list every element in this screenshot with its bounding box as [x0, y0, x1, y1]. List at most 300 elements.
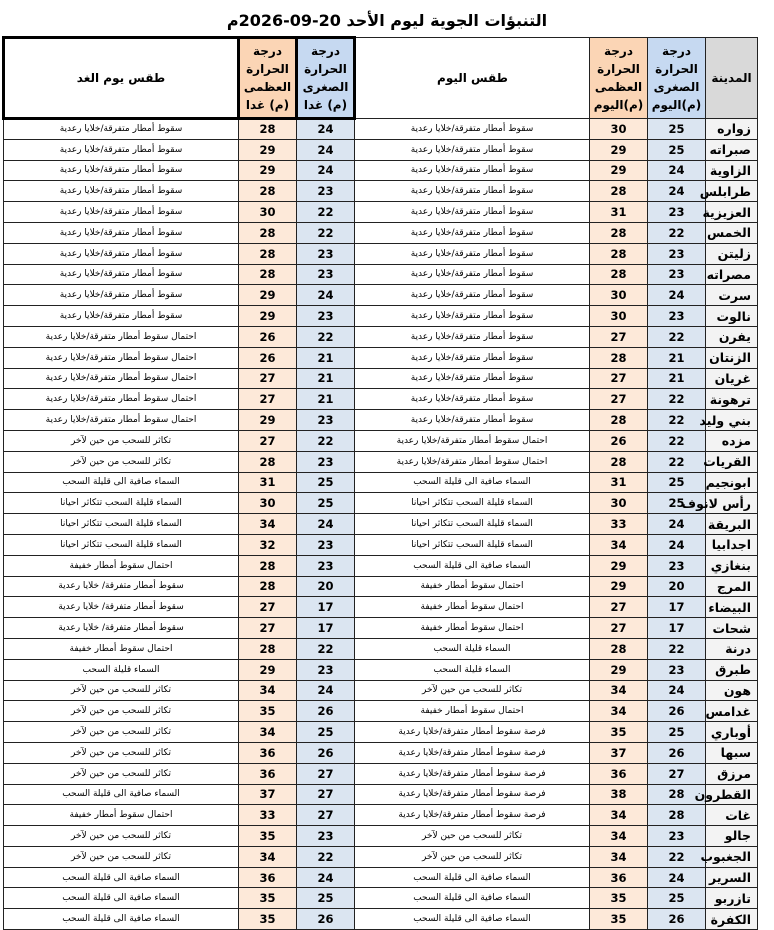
- cell-city: أوباري: [706, 722, 758, 743]
- cell-tomorrow-min: 17: [297, 618, 355, 639]
- cell-tomorrow-weather: السماء صافية الى قليلة السحب: [4, 888, 239, 909]
- cell-today-max: 29: [590, 555, 648, 576]
- cell-tomorrow-weather: تكاثر للسحب من حين لآخر: [4, 430, 239, 451]
- cell-tomorrow-min: 24: [297, 867, 355, 888]
- cell-today-min: 22: [648, 222, 706, 243]
- cell-city: مزده: [706, 430, 758, 451]
- cell-today-max: 26: [590, 430, 648, 451]
- table-row: [4, 826, 758, 847]
- cell-tomorrow-min: 24: [297, 139, 355, 160]
- cell-today-min: 25: [648, 722, 706, 743]
- cell-today-weather: السماء صافية الى قليلة السحب: [355, 555, 590, 576]
- cell-today-max: 27: [590, 368, 648, 389]
- cell-tomorrow-max: 30: [239, 202, 297, 223]
- cell-today-min: 22: [648, 638, 706, 659]
- cell-city: يفرن: [706, 326, 758, 347]
- cell-today-weather: السماء صافية الى قليلة السحب: [355, 888, 590, 909]
- cell-tomorrow-min: 22: [297, 326, 355, 347]
- cell-tomorrow-max: 28: [239, 264, 297, 285]
- cell-today-weather: السماء قليلة السحب: [355, 659, 590, 680]
- cell-city: زليتن: [706, 243, 758, 264]
- table-row: [4, 472, 758, 493]
- cell-today-weather: السماء صافية الى قليلة السحب: [355, 909, 590, 930]
- cell-tomorrow-max: 34: [239, 680, 297, 701]
- cell-tomorrow-weather: السماء صافية الى قليلة السحب: [4, 867, 239, 888]
- cell-tomorrow-weather: احتمال سقوط أمطار متفرقة/خلايا رعدية: [4, 326, 239, 347]
- cell-today-max: 34: [590, 701, 648, 722]
- cell-today-max: 34: [590, 680, 648, 701]
- cell-tomorrow-max: 36: [239, 742, 297, 763]
- cell-today-min: 23: [648, 555, 706, 576]
- cell-tomorrow-min: 25: [297, 493, 355, 514]
- table-row: [4, 410, 758, 431]
- cell-today-min: 20: [648, 576, 706, 597]
- cell-today-weather: فرصة سقوط أمطار متفرقة/خلايا رعدية: [355, 805, 590, 826]
- table-row: [4, 742, 758, 763]
- cell-today-min: 17: [648, 597, 706, 618]
- table-row: [4, 722, 758, 743]
- table-row: [4, 285, 758, 306]
- cell-tomorrow-max: 27: [239, 430, 297, 451]
- table-row: [4, 493, 758, 514]
- cell-today-min: 22: [648, 389, 706, 410]
- cell-tomorrow-max: 28: [239, 119, 297, 140]
- cell-today-max: 31: [590, 202, 648, 223]
- table-row: [4, 701, 758, 722]
- cell-tomorrow-max: 29: [239, 410, 297, 431]
- cell-tomorrow-max: 28: [239, 451, 297, 472]
- cell-tomorrow-weather: سقوط أمطار متفرقة/خلايا رعدية: [4, 160, 239, 181]
- cell-city: شحات: [706, 618, 758, 639]
- table-row: [4, 763, 758, 784]
- cell-city: سبها: [706, 742, 758, 763]
- cell-tomorrow-weather: سقوط أمطار متفرقة/خلايا رعدية: [4, 285, 239, 306]
- cell-city: زواره: [706, 119, 758, 140]
- cell-tomorrow-max: 28: [239, 181, 297, 202]
- cell-city: سرت: [706, 285, 758, 306]
- cell-today-weather: السماء صافية الى قليلة السحب: [355, 867, 590, 888]
- cell-tomorrow-min: 17: [297, 597, 355, 618]
- cell-city: بنغازي: [706, 555, 758, 576]
- cell-today-max: 35: [590, 909, 648, 930]
- cell-tomorrow-weather: احتمال سقوط أمطار متفرقة/خلايا رعدية: [4, 347, 239, 368]
- table-row: [4, 119, 758, 140]
- cell-tomorrow-max: 26: [239, 347, 297, 368]
- cell-tomorrow-weather: تكاثر للسحب من حين لآخر: [4, 742, 239, 763]
- cell-tomorrow-max: 27: [239, 597, 297, 618]
- cell-today-min: 25: [648, 139, 706, 160]
- cell-today-weather: احتمال سقوط أمطار خفيفة: [355, 597, 590, 618]
- cell-tomorrow-min: 21: [297, 347, 355, 368]
- cell-today-max: 30: [590, 285, 648, 306]
- cell-tomorrow-weather: احتمال سقوط أمطار خفيفة: [4, 638, 239, 659]
- cell-today-max: 36: [590, 867, 648, 888]
- cell-today-weather: تكاثر للسحب من حين لآخر: [355, 680, 590, 701]
- cell-city: الخمس: [706, 222, 758, 243]
- cell-city: الجغبوب: [706, 846, 758, 867]
- table-row: [4, 243, 758, 264]
- cell-tomorrow-max: 36: [239, 763, 297, 784]
- table-row: [4, 202, 758, 223]
- table-row: [4, 618, 758, 639]
- cell-today-min: 22: [648, 846, 706, 867]
- cell-city: درنة: [706, 638, 758, 659]
- cell-city: ابونجيم: [706, 472, 758, 493]
- cell-tomorrow-weather: السماء صافية الى قليلة السحب: [4, 784, 239, 805]
- cell-tomorrow-min: 27: [297, 763, 355, 784]
- cell-today-min: 28: [648, 784, 706, 805]
- table-row: [4, 555, 758, 576]
- cell-tomorrow-min: 21: [297, 389, 355, 410]
- cell-city: الكفرة: [706, 909, 758, 930]
- cell-today-weather: سقوط أمطار متفرقة/خلايا رعدية: [355, 306, 590, 327]
- cell-tomorrow-min: 24: [297, 160, 355, 181]
- cell-today-max: 28: [590, 410, 648, 431]
- table-row: [4, 576, 758, 597]
- table-row: [4, 680, 758, 701]
- table-row: [4, 867, 758, 888]
- table-row: [4, 181, 758, 202]
- cell-tomorrow-min: 23: [297, 264, 355, 285]
- cell-tomorrow-max: 27: [239, 618, 297, 639]
- cell-city: رأس لانوف: [706, 493, 758, 514]
- table-row: [4, 659, 758, 680]
- cell-today-max: 28: [590, 347, 648, 368]
- cell-today-max: 34: [590, 534, 648, 555]
- cell-tomorrow-weather: تكاثر للسحب من حين لآخر: [4, 763, 239, 784]
- cell-city: القريات: [706, 451, 758, 472]
- cell-tomorrow-weather: السماء قليلة السحب تتكاثر احيانا: [4, 493, 239, 514]
- cell-tomorrow-weather: السماء قليلة السحب تتكاثر احيانا: [4, 514, 239, 535]
- cell-tomorrow-weather: سقوط أمطار متفرقة/خلايا رعدية: [4, 181, 239, 202]
- cell-tomorrow-weather: سقوط أمطار متفرقة/خلايا رعدية: [4, 119, 239, 140]
- cell-today-max: 30: [590, 306, 648, 327]
- cell-today-weather: فرصة سقوط أمطار متفرقة/خلايا رعدية: [355, 722, 590, 743]
- cell-today-weather: سقوط أمطار متفرقة/خلايا رعدية: [355, 202, 590, 223]
- table-row: [4, 160, 758, 181]
- cell-today-min: 22: [648, 451, 706, 472]
- table-row: [4, 846, 758, 867]
- cell-today-weather: سقوط أمطار متفرقة/خلايا رعدية: [355, 285, 590, 306]
- cell-today-weather: سقوط أمطار متفرقة/خلايا رعدية: [355, 389, 590, 410]
- cell-today-min: 17: [648, 618, 706, 639]
- cell-tomorrow-max: 26: [239, 326, 297, 347]
- cell-today-max: 34: [590, 846, 648, 867]
- cell-tomorrow-weather: السماء صافية الى قليلة السحب: [4, 472, 239, 493]
- cell-tomorrow-max: 35: [239, 826, 297, 847]
- cell-tomorrow-min: 23: [297, 451, 355, 472]
- cell-today-weather: سقوط أمطار متفرقة/خلايا رعدية: [355, 347, 590, 368]
- cell-tomorrow-min: 24: [297, 514, 355, 535]
- cell-today-max: 30: [590, 493, 648, 514]
- cell-today-max: 28: [590, 243, 648, 264]
- cell-today-max: 38: [590, 784, 648, 805]
- forecast-rows: [4, 119, 758, 930]
- cell-tomorrow-min: 22: [297, 638, 355, 659]
- cell-tomorrow-min: 23: [297, 555, 355, 576]
- cell-today-weather: تكاثر للسحب من حين لآخر: [355, 846, 590, 867]
- cell-today-min: 27: [648, 763, 706, 784]
- cell-city: المرج: [706, 576, 758, 597]
- cell-today-weather: احتمال سقوط أمطار متفرقة/خلايا رعدية: [355, 430, 590, 451]
- table-row: [4, 784, 758, 805]
- cell-today-min: 24: [648, 867, 706, 888]
- cell-tomorrow-weather: سقوط أمطار متفرقة/ خلايا رعدية: [4, 618, 239, 639]
- cell-tomorrow-weather: سقوط أمطار متفرقة/ خلايا رعدية: [4, 576, 239, 597]
- cell-tomorrow-min: 23: [297, 659, 355, 680]
- cell-today-max: 33: [590, 514, 648, 535]
- cell-today-min: 26: [648, 909, 706, 930]
- cell-today-weather: سقوط أمطار متفرقة/خلايا رعدية: [355, 410, 590, 431]
- table-row: [4, 534, 758, 555]
- cell-today-weather: السماء قليلة السحب تتكاثر احيانا: [355, 514, 590, 535]
- cell-today-max: 29: [590, 139, 648, 160]
- cell-tomorrow-weather: سقوط أمطار متفرقة/خلايا رعدية: [4, 222, 239, 243]
- cell-tomorrow-max: 29: [239, 160, 297, 181]
- cell-tomorrow-weather: احتمال سقوط أمطار متفرقة/خلايا رعدية: [4, 389, 239, 410]
- cell-today-min: 25: [648, 888, 706, 909]
- cell-tomorrow-weather: السماء قليلة السحب: [4, 659, 239, 680]
- cell-tomorrow-min: 20: [297, 576, 355, 597]
- cell-today-weather: السماء قليلة السحب تتكاثر احيانا: [355, 493, 590, 514]
- cell-city: غدامس: [706, 701, 758, 722]
- cell-today-weather: السماء صافية الى قليلة السحب: [355, 472, 590, 493]
- cell-tomorrow-weather: احتمال سقوط أمطار متفرقة/خلايا رعدية: [4, 368, 239, 389]
- cell-tomorrow-max: 37: [239, 784, 297, 805]
- cell-today-min: 25: [648, 472, 706, 493]
- header-today-weather: طقس اليوم: [355, 38, 590, 119]
- cell-city: غريان: [706, 368, 758, 389]
- cell-today-weather: احتمال سقوط أمطار متفرقة/خلايا رعدية: [355, 451, 590, 472]
- cell-today-max: 27: [590, 389, 648, 410]
- table-row: [4, 306, 758, 327]
- cell-tomorrow-min: 23: [297, 410, 355, 431]
- header-city: المدينة: [706, 38, 758, 119]
- table-row: [4, 451, 758, 472]
- cell-today-max: 35: [590, 888, 648, 909]
- header-tomorrow-min: درجة الحرارة الصغرى (م) غدا: [297, 38, 355, 119]
- cell-tomorrow-max: 29: [239, 659, 297, 680]
- cell-city: هون: [706, 680, 758, 701]
- table-row: [4, 222, 758, 243]
- cell-today-max: 28: [590, 181, 648, 202]
- cell-tomorrow-max: 32: [239, 534, 297, 555]
- cell-tomorrow-min: 27: [297, 784, 355, 805]
- table-row: [4, 805, 758, 826]
- cell-city: مصراته: [706, 264, 758, 285]
- cell-tomorrow-max: 35: [239, 909, 297, 930]
- cell-tomorrow-weather: السماء صافية الى قليلة السحب: [4, 909, 239, 930]
- cell-today-min: 24: [648, 534, 706, 555]
- cell-tomorrow-weather: تكاثر للسحب من حين لآخر: [4, 680, 239, 701]
- cell-tomorrow-weather: احتمال سقوط أمطار خفيفة: [4, 805, 239, 826]
- cell-city: السرير: [706, 867, 758, 888]
- cell-today-min: 21: [648, 347, 706, 368]
- header-today-max: درجة الحرارة العظمى (م)اليوم: [590, 38, 648, 119]
- cell-today-max: 37: [590, 742, 648, 763]
- cell-tomorrow-max: 30: [239, 493, 297, 514]
- cell-tomorrow-max: 28: [239, 638, 297, 659]
- cell-today-min: 23: [648, 264, 706, 285]
- cell-tomorrow-weather: سقوط أمطار متفرقة/ خلايا رعدية: [4, 597, 239, 618]
- cell-city: القطرون: [706, 784, 758, 805]
- cell-today-max: 29: [590, 576, 648, 597]
- table-row: [4, 888, 758, 909]
- cell-today-weather: سقوط أمطار متفرقة/خلايا رعدية: [355, 160, 590, 181]
- cell-today-min: 28: [648, 805, 706, 826]
- table-row: [4, 347, 758, 368]
- cell-today-min: 23: [648, 659, 706, 680]
- cell-today-min: 23: [648, 306, 706, 327]
- cell-today-min: 23: [648, 202, 706, 223]
- cell-today-weather: سقوط أمطار متفرقة/خلايا رعدية: [355, 264, 590, 285]
- cell-today-weather: السماء قليلة السحب تتكاثر احيانا: [355, 534, 590, 555]
- cell-city: بني وليد: [706, 410, 758, 431]
- forecast-table: [2, 36, 758, 930]
- table-row: [4, 368, 758, 389]
- cell-tomorrow-min: 26: [297, 742, 355, 763]
- cell-tomorrow-weather: سقوط أمطار متفرقة/خلايا رعدية: [4, 264, 239, 285]
- cell-today-weather: تكاثر للسحب من حين لآخر: [355, 826, 590, 847]
- cell-city: تازربو: [706, 888, 758, 909]
- cell-city: نالوت: [706, 306, 758, 327]
- cell-city: جالو: [706, 826, 758, 847]
- cell-today-max: 30: [590, 119, 648, 140]
- cell-today-weather: السماء قليلة السحب: [355, 638, 590, 659]
- table-row: [4, 638, 758, 659]
- cell-today-min: 23: [648, 243, 706, 264]
- cell-tomorrow-max: 28: [239, 576, 297, 597]
- cell-tomorrow-max: 31: [239, 472, 297, 493]
- cell-tomorrow-min: 23: [297, 534, 355, 555]
- cell-today-weather: احتمال سقوط أمطار خفيفة: [355, 576, 590, 597]
- cell-today-weather: احتمال سقوط أمطار خفيفة: [355, 618, 590, 639]
- cell-today-max: 35: [590, 722, 648, 743]
- cell-tomorrow-weather: تكاثر للسحب من حين لآخر: [4, 846, 239, 867]
- cell-tomorrow-min: 22: [297, 222, 355, 243]
- cell-tomorrow-max: 34: [239, 514, 297, 535]
- cell-tomorrow-min: 25: [297, 888, 355, 909]
- cell-tomorrow-min: 26: [297, 909, 355, 930]
- cell-today-min: 22: [648, 410, 706, 431]
- cell-city: مرزق: [706, 763, 758, 784]
- cell-city: طرابلس: [706, 181, 758, 202]
- cell-city: البيضاء: [706, 597, 758, 618]
- cell-tomorrow-max: 29: [239, 285, 297, 306]
- cell-today-min: 24: [648, 514, 706, 535]
- cell-tomorrow-max: 28: [239, 243, 297, 264]
- cell-tomorrow-max: 34: [239, 722, 297, 743]
- cell-city: صبراته: [706, 139, 758, 160]
- cell-tomorrow-min: 24: [297, 285, 355, 306]
- cell-today-min: 26: [648, 701, 706, 722]
- table-row: [4, 264, 758, 285]
- cell-tomorrow-weather: سقوط أمطار متفرقة/خلايا رعدية: [4, 243, 239, 264]
- cell-city: العزيزية: [706, 202, 758, 223]
- cell-today-min: 22: [648, 326, 706, 347]
- cell-tomorrow-weather: تكاثر للسحب من حين لآخر: [4, 722, 239, 743]
- cell-city: الزاوية: [706, 160, 758, 181]
- cell-today-max: 29: [590, 659, 648, 680]
- cell-today-weather: فرصة سقوط أمطار متفرقة/خلايا رعدية: [355, 763, 590, 784]
- header-tomorrow-weather: طقس يوم الغد: [4, 38, 239, 119]
- cell-tomorrow-max: 27: [239, 389, 297, 410]
- cell-today-max: 34: [590, 826, 648, 847]
- cell-today-weather: سقوط أمطار متفرقة/خلايا رعدية: [355, 368, 590, 389]
- header-row: [4, 38, 758, 119]
- cell-tomorrow-max: 33: [239, 805, 297, 826]
- cell-today-max: 29: [590, 160, 648, 181]
- table-row: [4, 430, 758, 451]
- header-tomorrow-max: درجة الحرارة العظمى (م) غدا: [239, 38, 297, 119]
- cell-city: طبرق: [706, 659, 758, 680]
- cell-tomorrow-max: 29: [239, 139, 297, 160]
- cell-today-max: 27: [590, 326, 648, 347]
- cell-today-min: 24: [648, 181, 706, 202]
- cell-tomorrow-max: 28: [239, 555, 297, 576]
- cell-today-max: 36: [590, 763, 648, 784]
- cell-today-weather: سقوط أمطار متفرقة/خلايا رعدية: [355, 181, 590, 202]
- cell-today-weather: سقوط أمطار متفرقة/خلايا رعدية: [355, 222, 590, 243]
- cell-tomorrow-min: 24: [297, 680, 355, 701]
- cell-tomorrow-min: 22: [297, 430, 355, 451]
- cell-city: الزنتان: [706, 347, 758, 368]
- cell-today-weather: احتمال سقوط أمطار خفيفة: [355, 701, 590, 722]
- cell-tomorrow-min: 25: [297, 722, 355, 743]
- cell-city: البريقة: [706, 514, 758, 535]
- cell-tomorrow-max: 29: [239, 306, 297, 327]
- cell-today-min: 24: [648, 160, 706, 181]
- cell-today-max: 28: [590, 264, 648, 285]
- cell-today-weather: فرصة سقوط أمطار متفرقة/خلايا رعدية: [355, 742, 590, 763]
- cell-tomorrow-min: 23: [297, 243, 355, 264]
- cell-city: ترهونة: [706, 389, 758, 410]
- cell-tomorrow-min: 24: [297, 119, 355, 140]
- cell-tomorrow-min: 22: [297, 202, 355, 223]
- cell-tomorrow-min: 23: [297, 306, 355, 327]
- cell-today-min: 24: [648, 680, 706, 701]
- table-row: [4, 326, 758, 347]
- cell-tomorrow-max: 36: [239, 867, 297, 888]
- cell-today-weather: سقوط أمطار متفرقة/خلايا رعدية: [355, 326, 590, 347]
- cell-tomorrow-weather: تكاثر للسحب من حين لآخر: [4, 826, 239, 847]
- cell-today-min: 21: [648, 368, 706, 389]
- cell-today-max: 27: [590, 597, 648, 618]
- cell-tomorrow-min: 22: [297, 846, 355, 867]
- table-row: [4, 389, 758, 410]
- cell-tomorrow-weather: سقوط أمطار متفرقة/خلايا رعدية: [4, 202, 239, 223]
- cell-tomorrow-max: 28: [239, 222, 297, 243]
- cell-tomorrow-weather: تكاثر للسحب من حين لآخر: [4, 701, 239, 722]
- cell-today-max: 31: [590, 472, 648, 493]
- cell-today-min: 25: [648, 493, 706, 514]
- cell-today-weather: فرصة سقوط أمطار متفرقة/خلايا رعدية: [355, 784, 590, 805]
- cell-tomorrow-min: 23: [297, 826, 355, 847]
- cell-tomorrow-min: 27: [297, 805, 355, 826]
- cell-tomorrow-max: 35: [239, 888, 297, 909]
- cell-today-max: 34: [590, 805, 648, 826]
- cell-tomorrow-weather: السماء قليلة السحب تتكاثر احيانا: [4, 534, 239, 555]
- cell-today-weather: سقوط أمطار متفرقة/خلايا رعدية: [355, 119, 590, 140]
- cell-today-min: 24: [648, 285, 706, 306]
- cell-tomorrow-weather: تكاثر للسحب من حين لآخر: [4, 451, 239, 472]
- cell-today-max: 28: [590, 638, 648, 659]
- cell-today-min: 26: [648, 742, 706, 763]
- header-today-min: درجة الحرارة الصغرى (م)اليوم: [648, 38, 706, 119]
- cell-tomorrow-weather: سقوط أمطار متفرقة/خلايا رعدية: [4, 139, 239, 160]
- cell-tomorrow-weather: احتمال سقوط أمطار خفيفة: [4, 555, 239, 576]
- table-row: [4, 139, 758, 160]
